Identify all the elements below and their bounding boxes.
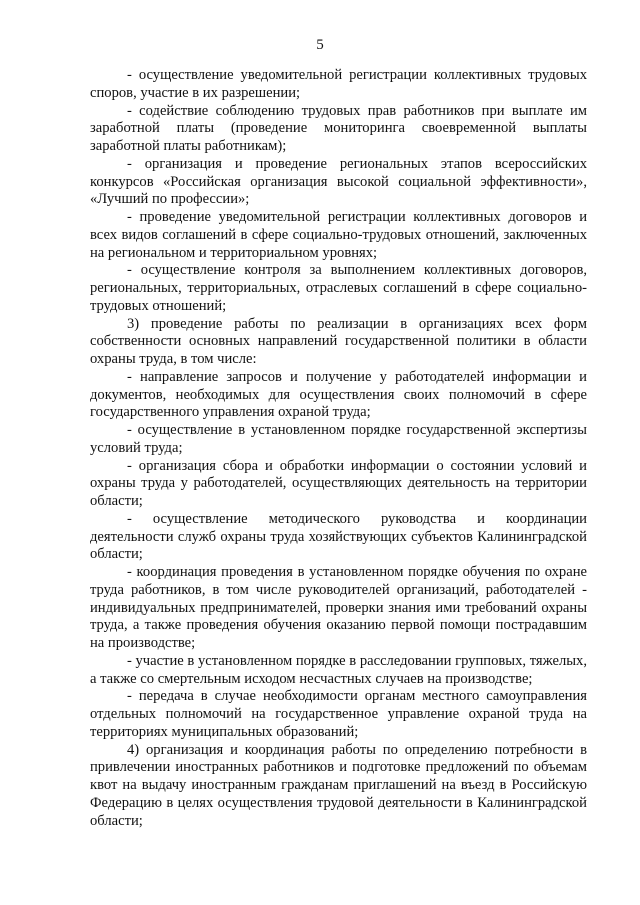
paragraph: - осуществление методического руководства и координации деятельности служб охраны труда хозяйствующих субъектов Калининградской области;: [90, 510, 587, 563]
paragraph: - осуществление контроля за выполнением коллективных договоров, региональных, территориальных, отраслевых соглашений в сфере социально-трудовых отношений;: [90, 262, 587, 314]
paragraph: - осуществление уведомительной регистрации коллективных трудовых споров, участие в их разрешении;: [90, 67, 587, 101]
paragraph: - организация сбора и обработки информации о состоянии условий и охраны труда у работодателей, осуществляющих деятельность на территории области;: [90, 457, 587, 509]
paragraph: - участие в установленном порядке в расследовании групповых, тяжелых, а также со смертельным исходом несчастных случаев на производстве;: [90, 652, 587, 687]
paragraph: - проведение уведомительной регистрации коллективных договоров и всех видов соглашений в сфере социально-трудовых отношений, заключенных на региональном и территориальном уровнях;: [90, 209, 587, 261]
paragraph: - организация и проведение региональных этапов всероссийских конкурсов «Российская организация высокой социальной эффективности», «Лучший по профессии»;: [90, 155, 587, 208]
paragraph: 4) организация и координация работы по определению потребности в привлечении иностранных работников и подготовке предложений по объемам квот на выдачу иностранным гражданам приглашений на въезд в Российскую Федерацию в целях осуществления трудовой деятельности в Калининградской области;: [90, 741, 587, 829]
paragraph: - осуществление в установленном порядке государственной экспертизы условий труда;: [90, 422, 587, 456]
paragraph: - направление запросов и получение у работодателей информации и документов, необходимых для осуществления своих полномочий в сфере государственного управления охраной труда;: [90, 368, 587, 421]
page-number: 5: [316, 37, 324, 53]
document-body: [90, 67, 587, 830]
paragraph: - передача в случае необходимости органам местного самоуправления отдельных полномочий на государственное управление охраной труда на территориях муниципальных образований;: [90, 688, 587, 740]
paragraph: - содействие соблюдению трудовых прав работников при выплате им заработной платы (проведение мониторинга своевременной выплаты заработной платы работникам);: [90, 102, 587, 154]
paragraph: 3) проведение работы по реализации в организациях всех форм собственности основных направлений государственной политики в области охраны труда, в том числе:: [90, 315, 587, 367]
paragraph: - координация проведения в установленном порядке обучения по охране труда работников, в том числе руководителей организаций, работодателей - индивидуальных предпринимателей, проверки знания ими требований охраны труда, а также проведения обучения оказанию первой помощи пострадавшим на производстве;: [90, 564, 587, 651]
